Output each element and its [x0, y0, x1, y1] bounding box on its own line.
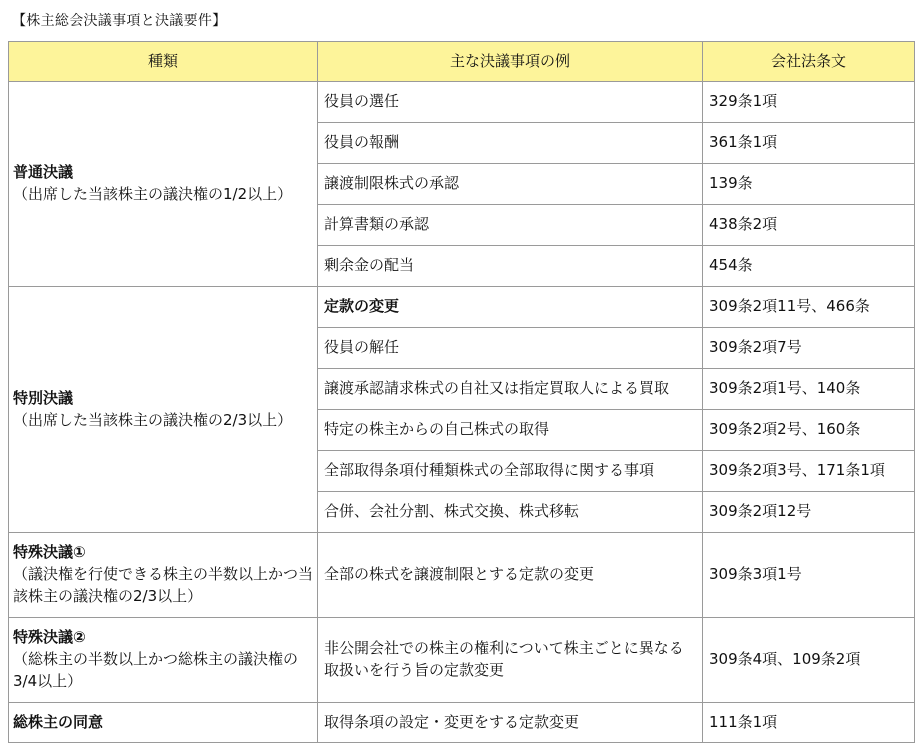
example-cell: 非公開会社での株主の権利について株主ごとに異なる取扱いを行う旨の定款変更: [318, 618, 703, 703]
article-cell: 438条2項: [703, 205, 915, 246]
table-row: [9, 533, 915, 618]
resolution-type-cell: [9, 618, 318, 703]
table-row: [9, 618, 915, 703]
resolution-requirements-table: [8, 41, 915, 743]
example-cell: 合併、会社分割、株式交換、株式移転: [318, 492, 703, 533]
header-example: 主な決議事項の例: [318, 42, 703, 82]
article-cell: 309条2項7号: [703, 328, 915, 369]
table-row: [9, 703, 915, 743]
article-cell: 309条4項、109条2項: [703, 618, 915, 703]
article-cell: 309条2項2号、160条: [703, 410, 915, 451]
example-cell: 役員の報酬: [318, 123, 703, 164]
resolution-name: 特殊決議①: [13, 543, 86, 562]
resolution-condition: （出席した当該株主の議決権の2/3以上）: [13, 410, 293, 429]
resolution-name: 特別決議: [13, 388, 74, 407]
article-cell: 139条: [703, 164, 915, 205]
example-cell: 役員の解任: [318, 328, 703, 369]
example-cell: 譲渡承認請求株式の自社又は指定買取人による買取: [318, 369, 703, 410]
article-cell: 329条1項: [703, 82, 915, 123]
article-cell: 309条2項3号、171条1項: [703, 451, 915, 492]
example-cell: 計算書類の承認: [318, 205, 703, 246]
resolution-condition: （出席した当該株主の議決権の1/2以上）: [13, 185, 293, 203]
resolution-type-cell: [9, 287, 318, 533]
table-row: [9, 287, 915, 328]
resolution-name: 普通決議: [13, 163, 74, 182]
article-cell: 309条2項1号、140条: [703, 369, 915, 410]
resolution-type-cell: [9, 533, 318, 618]
example-cell: 取得条項の設定・変更をする定款変更: [318, 703, 703, 743]
resolution-condition: （議決権を行使できる株主の半数以上かつ当該株主の議決権の2/3以上）: [13, 565, 314, 605]
article-cell: 454条: [703, 246, 915, 287]
article-cell: 309条2項12号: [703, 492, 915, 533]
example-cell: 剰余金の配当: [318, 246, 703, 287]
resolution-name: 総株主の同意: [13, 712, 104, 731]
example-cell: 全部の株式を譲渡制限とする定款の変更: [318, 533, 703, 618]
example-cell: 全部取得条項付種類株式の全部取得に関する事項: [318, 451, 703, 492]
resolution-name: 特殊決議②: [13, 628, 86, 647]
example-cell: 役員の選任: [318, 82, 703, 123]
resolution-type-cell: [9, 703, 318, 743]
resolution-type-cell: [9, 82, 318, 287]
resolution-condition: （総株主の半数以上かつ総株主の議決権の3/4以上）: [13, 650, 299, 690]
header-article: 会社法条文: [703, 42, 915, 82]
example-cell: 譲渡制限株式の承認: [318, 164, 703, 205]
article-cell: 309条3項1号: [703, 533, 915, 618]
document-title: 【株主総会決議事項と決議要件】: [12, 13, 227, 29]
article-cell: 361条1項: [703, 123, 915, 164]
table-row: [9, 82, 915, 123]
example-cell: 定款の変更: [318, 287, 703, 328]
example-cell: 特定の株主からの自己株式の取得: [318, 410, 703, 451]
article-cell: 309条2項11号、466条: [703, 287, 915, 328]
table-header-row: [9, 42, 915, 82]
article-cell: 111条1項: [703, 703, 915, 743]
header-type: 種類: [9, 42, 318, 82]
